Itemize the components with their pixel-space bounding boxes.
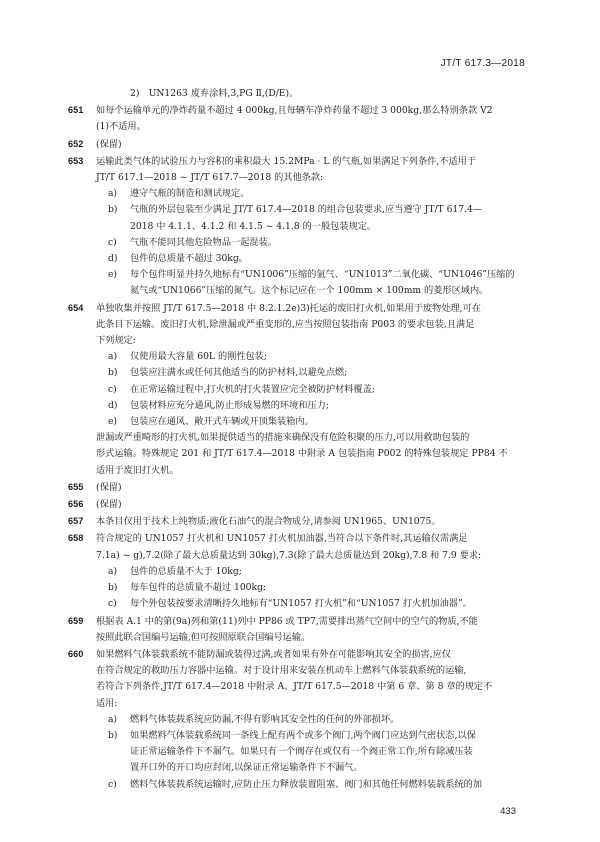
line-text: 适用: [96,697,118,709]
list-item-text: 燃料气体装载系统应防漏,不得有影响其安全性的任何的外部损坏。 [130,713,400,725]
list-item-label: b) [108,729,118,741]
list-item-label: a) [108,713,118,725]
list-item-label: e) [108,269,118,281]
clause-text: 单独收集并按照 JT/T 617.5—2018 中 8.2.1.2e)3)托运的废旧打火机,如果用于废物处理,可在 [96,302,481,314]
clause-653 [68,153,530,170]
clause-text: 符合规定的 UN1057 打火机和 UN1057 打火机加油器,当符合以下条件时,其运输仅需满足 [96,533,468,545]
line-text: 2018 中 4.1.1、4.1.2 和 4.1.5 ~ 4.1.8 的一般包装规定。 [130,220,377,232]
list-item-label: b) [108,582,118,594]
clause-continuation [68,663,530,679]
clause-658 [68,530,530,547]
list-item-label: d) [108,253,118,265]
clause-text: (保留) [96,481,122,493]
list-item [68,398,530,414]
list-item-text: 如果燃料气体装载系统同一条线上配有两个或多个阀门,两个阀门应达到气密状态,以保 [130,729,476,741]
list-item [68,728,530,744]
clause-text: 根据表 A.1 中的第(9a)列和第(11)列中 PP86 或 TP7,需要排出蒸气空间中的空气的物质,不能 [96,615,478,627]
list-item-label: a) [108,188,118,200]
standard-code-header: JT/T 617.3—2018 [440,58,525,69]
line-text: 泄漏或严重畸形的打火机,如果提供适当的措施来确保没有危险积聚的压力,可以用救助包装的 [96,432,470,444]
clause-657 [68,513,530,530]
clause-654 [68,300,530,317]
clause-text: (保留) [96,138,122,150]
clause-number: 657 [68,516,84,527]
list-item-label: a) [108,351,118,363]
list-item-text: 在正常运输过程中,打火机的打火装置应完全被防护材料覆盖; [130,383,375,395]
clause-continuation [68,430,530,446]
clause-continuation [68,170,530,186]
list-item-continuation [68,283,530,299]
list-item-text: 遵守气瓶的制造和测试规定。 [130,188,250,200]
clause-number: 658 [68,533,84,544]
list-item [68,712,530,728]
list-item-label: c) [108,383,117,395]
clause-continuation [68,463,530,479]
line-text: 适用于废旧打火机。 [96,464,179,476]
list-item-text: 燃料气体装载系统运输时,应防止压力释放装置阻塞、阀门和其他任何燃料装载系统的加 [130,778,483,790]
clause-number: 652 [68,138,84,149]
list-item [68,235,530,251]
list-item [68,349,530,365]
list-item [68,186,530,202]
clause-continuation [68,317,530,333]
clause-number: 659 [68,615,84,626]
line-text: 在符合规定的救助压力容器中运输。对于设计用来安装在机动车上燃料气体装载系统的运输, [96,665,467,677]
line-text: 7.1a) ~ g),7.2(除了最大总质量达到 30kg),7.3(除了最大总质量达到 20kg),7.8 和 7.9 要求: [96,549,482,561]
list-item [68,596,530,612]
line-text: 证正常运输条件下不漏气。如果只有一个阀存在或仅有一个阀正常工作,所有除减压装 [130,746,473,758]
list-item-text: 仅使用最大容量 60L 的刚性包装; [130,351,267,363]
list-item-text: 包件的总质量不大于 10kg; [130,565,242,577]
list-item-text: 包装应注满水或任何其他适当的防护材料,以避免点燃; [130,367,348,379]
clause-651 [68,102,530,119]
clause-660 [68,646,530,663]
clause-number: 654 [68,302,84,313]
list-item-text: 气瓶的外层包装至少满足 JT/T 617.4—2018 的组合包装要求,应当遵守 JT/T 617.4— [130,204,483,216]
page-number: 433 [500,806,516,817]
clause-continuation [68,630,530,646]
list-item [68,365,530,381]
line-text: (1)不适用。 [96,121,146,133]
list-item [68,267,530,283]
line-text: 2) UN1263 废弃涂料,3,PG Ⅱ,(D/E)。 [130,88,299,99]
list-item-label: c) [108,598,117,610]
list-item-label: c) [108,778,117,790]
line-text: 下列规定: [96,335,136,347]
line-text: 置开口外的开口均应封闭,以保证正常运输条件下不漏气。 [130,762,363,774]
clause-number: 655 [68,481,84,492]
list-item [68,251,530,267]
clause-text: (保留) [96,499,122,511]
list-item [68,777,530,793]
list-item-text: 气瓶不能同其他危险物品一起混装。 [130,236,277,248]
list-item-label: c) [108,236,117,248]
clause-text: 如果燃料气体装载系统不能防漏或装得过满,或者如果有外在可能影响其安全的损害,应仅 [96,648,451,660]
list-item [68,564,530,580]
clause-number: 653 [68,155,84,166]
list-item-continuation [68,744,530,760]
clause-text: 本条目仅用于技术上纯物质;液化石油气的混合物成分,请参阅 UN1965、UN1075。 [96,516,441,528]
list-item-text: 每个外包装按要求清晰持久地标有“UN1057 打火机”和“UN1057 打火机加油器”。 [130,598,472,610]
clause-text: 运输此类气体的试验压力与容积的乘积最大 15.2MPa · L 的气瓶,如果满足下列条件,不适用于 [96,155,477,167]
clause-number: 656 [68,499,84,510]
clause-continuation [68,548,530,564]
line-text: JT/T 617.1—2018 ~ JT/T 617.7—2018 的其他条款: [96,172,324,184]
line-text: 按照此联合国编号运输,但可按照原联合国编号运输。 [96,631,311,643]
line-text: 若符合下列条件,JT/T 617.4—2018 中附录 A、JT/T 617.5—2018 中第 6 章、第 8 章的规定不 [96,681,493,693]
clause-652 [68,136,530,153]
list-item-label: a) [108,565,118,577]
list-item-text: 每车包件的总质量不超过 100kg; [130,582,267,594]
clause-continuation [68,119,530,135]
list-item-text: 包装材料应充分通风,防止形成易燃的环境和压力; [130,399,329,411]
list-item-label: e) [108,416,118,428]
list-item [68,382,530,398]
line-text: 氦气或“UN1066”压缩的氮气。这个标记应在一个 100mm × 100mm 的菱形区域内。 [130,285,489,297]
list-item-text: 每个包件明显并持久地标有“UN1006”压缩的氩气、“UN1013”二氧化碳、“UN1046”压缩的 [130,269,515,281]
list-item-text: 包装应在通风、敞开式车辆或开顶集装箱内。 [130,416,314,428]
line-text: 此条目下运输。废旧打火机,除泄漏或严重变形的,应当按照包装指南 P003 的要求包装,且满足 [96,318,475,330]
clause-659 [68,613,530,630]
clause-continuation [68,696,530,712]
list-item [68,580,530,596]
list-item-label: b) [108,204,118,216]
clause-text: 如每个运输单元的净炸药量不超过 4 000kg,且每辆车净炸药量不超过 3 000kg,那么特别条款 V2 [96,105,493,117]
list-item-label: b) [108,367,118,379]
document-body [68,86,530,793]
clause-number: 651 [68,105,84,116]
clause-655 [68,479,530,496]
list-item-label: d) [108,399,118,411]
text-line [68,86,530,102]
list-item [68,414,530,430]
list-item-continuation [68,219,530,235]
line-text: 形式运输。特殊规定 201 和 JT/T 617.4—2018 中附录 A 包装指南 P002 的特殊包装规定 PP84 不 [96,448,508,460]
clause-656 [68,496,530,513]
list-item [68,202,530,218]
clause-continuation [68,446,530,462]
list-item-continuation [68,760,530,776]
clause-number: 660 [68,648,84,659]
list-item-text: 包件的总质量不超过 30kg。 [130,253,248,265]
clause-continuation [68,333,530,349]
clause-continuation [68,679,530,695]
